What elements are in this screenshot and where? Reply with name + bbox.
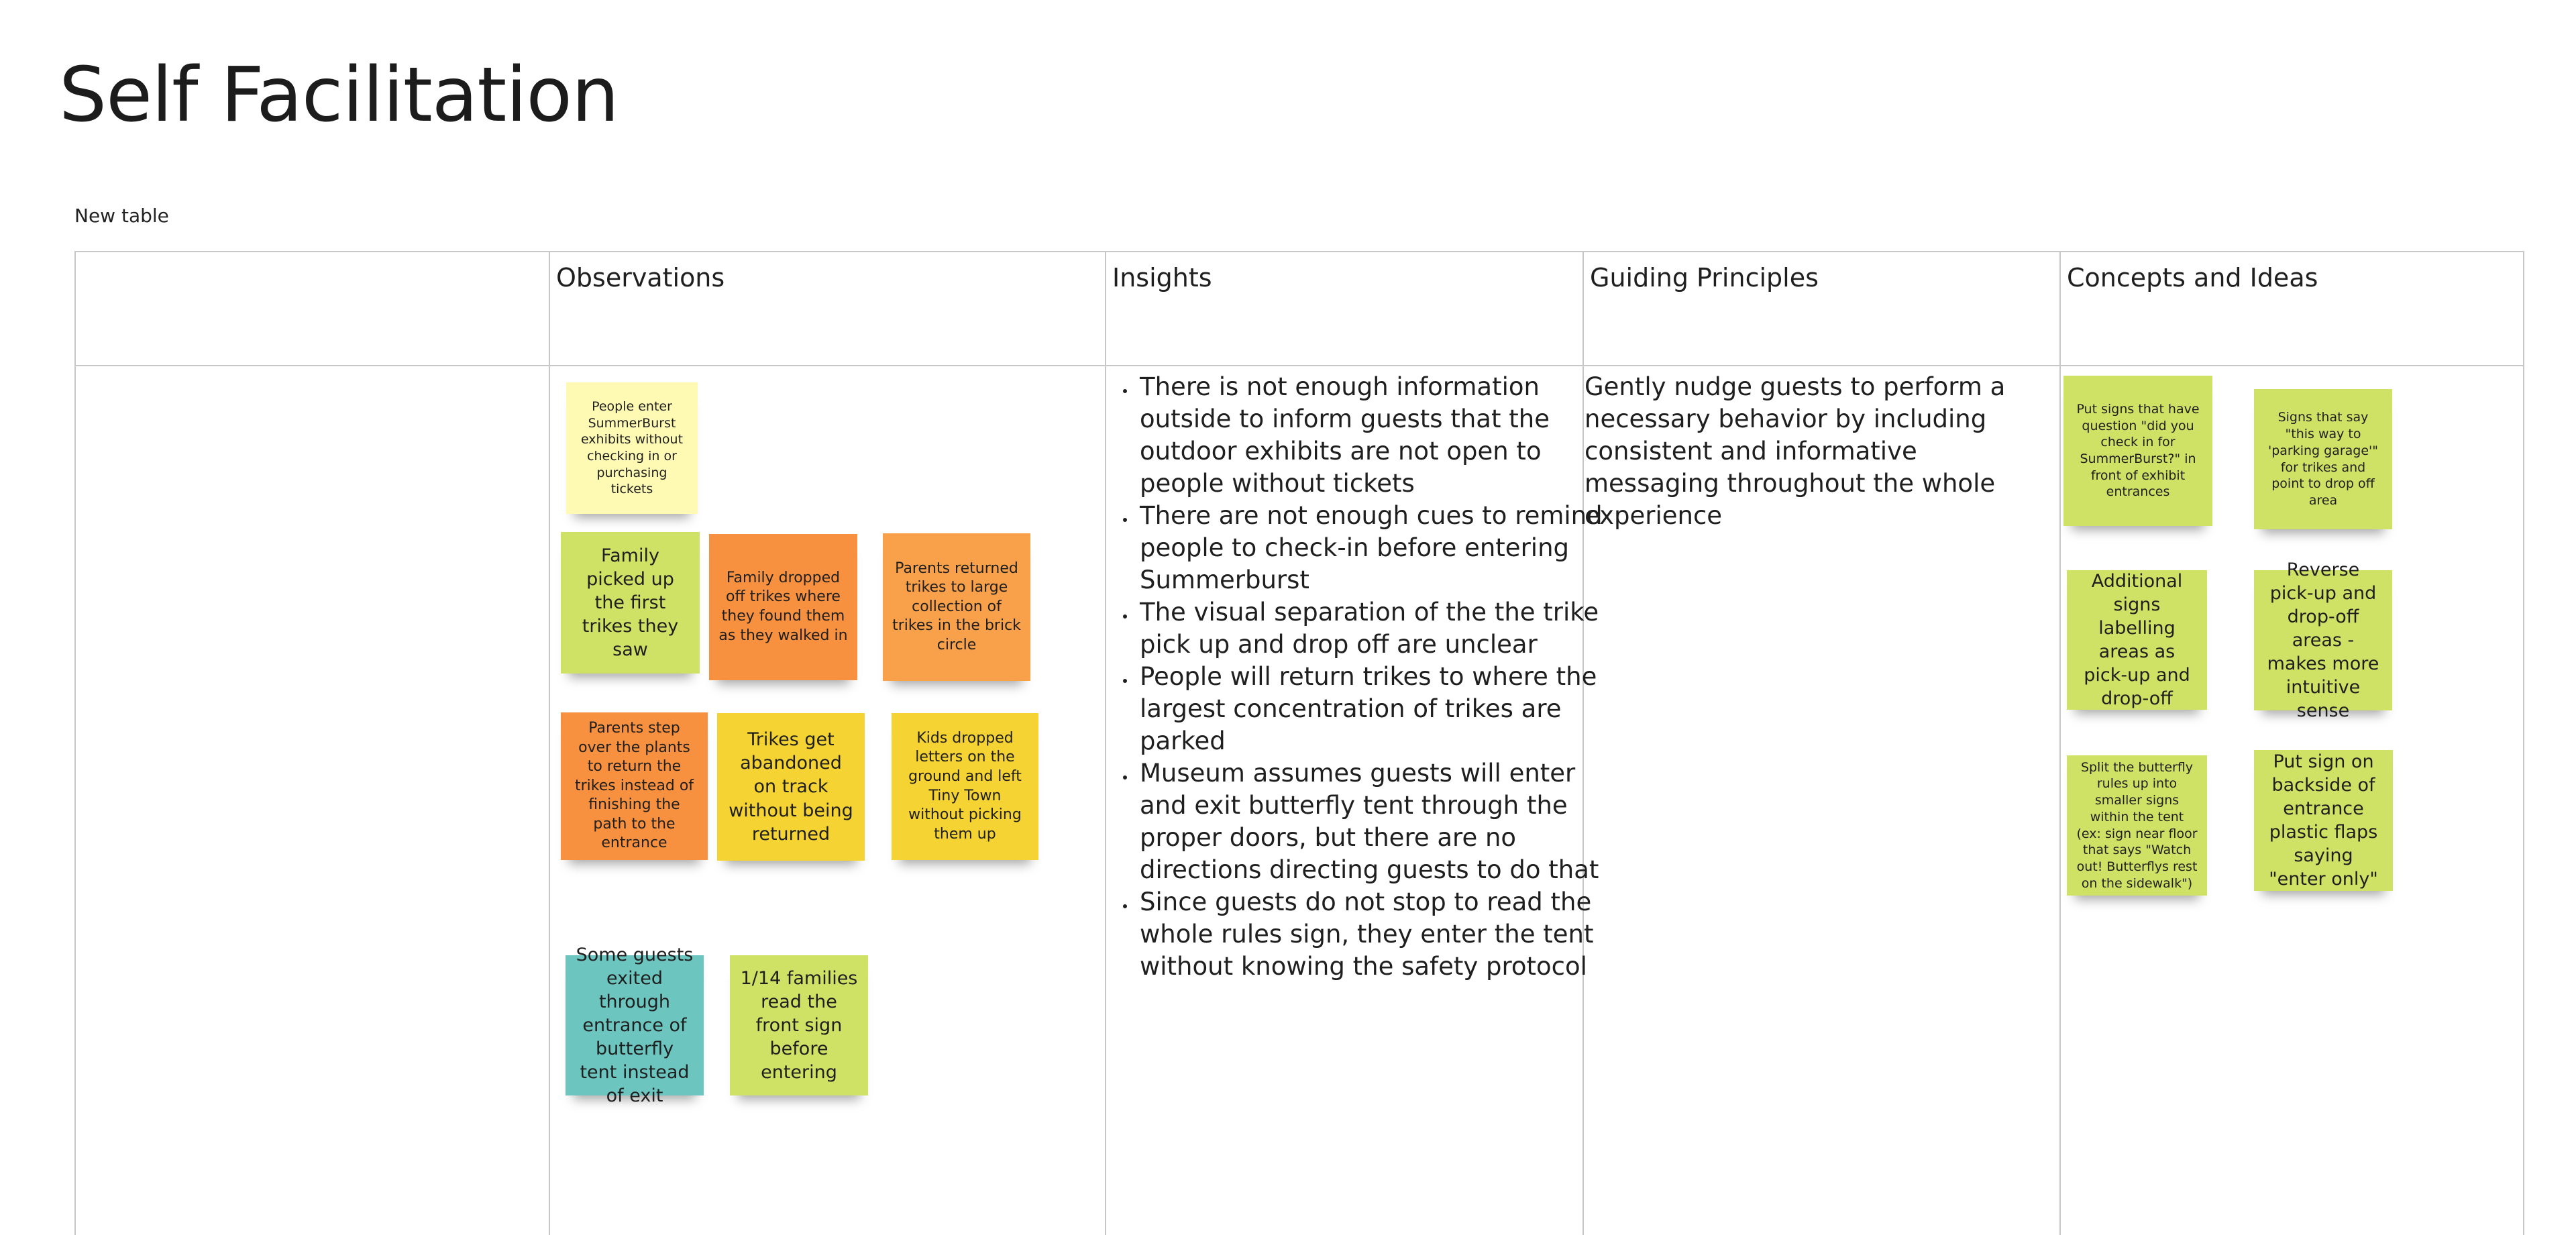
insight-item: • There is not enough information outside to inform guests that the outdoor exhibits are not open to people without tickets [1136, 371, 1605, 500]
sticky-note[interactable]: Some guests exited through entrance of butterfly tent instead of exit [566, 955, 704, 1095]
column-header-guiding-principles[interactable]: Guiding Principles [1590, 263, 1819, 292]
guiding-principle-text[interactable]: Gently nudge guests to perform a necessary behavior by including consistent and informative messaging throughout the whole experience [1585, 372, 2006, 530]
sticky-note[interactable]: Additional signs labelling areas as pick-up and drop-off [2067, 570, 2207, 710]
sticky-note[interactable]: Trikes get abandoned on track without being returned [717, 713, 865, 861]
sticky-note[interactable]: Family dropped off trikes where they found them as they walked in [709, 534, 857, 680]
column-header-concepts[interactable]: Concepts and Ideas [2067, 263, 2318, 292]
insight-item: • Museum assumes guests will enter and exit butterfly tent through the proper doors, but there are no directions directing guests to do that [1136, 757, 1605, 886]
insights-list[interactable] [1105, 371, 1605, 983]
page-title: Self Facilitation [59, 52, 619, 139]
sticky-note[interactable]: Put signs that have question "did you check in for SummerBurst?" in front of exhibit entrances [2063, 376, 2212, 526]
sticky-note[interactable]: Reverse pick-up and drop-off areas - makes more intuitive sense [2254, 570, 2392, 710]
column-header-observations[interactable]: Observations [556, 263, 725, 292]
insight-item: • Since guests do not stop to read the whole rules sign, they enter the tent without knowing the safety protocol [1136, 886, 1605, 983]
sticky-note[interactable]: Signs that say "this way to 'parking garage'" for trikes and point to drop off area [2254, 389, 2392, 529]
sticky-note[interactable]: Parents returned trikes to large collection of trikes in the brick circle [883, 533, 1030, 681]
table-caption[interactable]: New table [74, 205, 169, 227]
insight-item: • The visual separation of the the trike pick up and drop off are unclear [1136, 596, 1605, 661]
sticky-note[interactable]: Family picked up the first trikes they saw [561, 532, 700, 674]
header-divider [76, 365, 2523, 366]
insight-item: • There are not enough cues to remind people to check-in before entering Summerburst [1136, 500, 1605, 596]
sticky-note[interactable]: Put sign on backside of entrance plastic flaps saying "enter only" [2254, 750, 2393, 891]
sticky-note[interactable]: People enter SummerBurst exhibits without checking in or purchasing tickets [566, 382, 698, 514]
sticky-note[interactable]: 1/14 families read the front sign before entering [730, 955, 868, 1095]
sticky-note[interactable]: Parents step over the plants to return the trikes instead of finishing the path to the entrance [561, 712, 708, 860]
sticky-note[interactable]: Kids dropped letters on the ground and left Tiny Town without picking them up [892, 713, 1038, 860]
column-header-insights[interactable]: Insights [1112, 263, 1212, 292]
column-divider [549, 252, 550, 1235]
column-divider [2059, 252, 2061, 1235]
sticky-note[interactable]: Split the butterfly rules up into smaller signs within the tent (ex: sign near floor that says "Watch out! Butterflys rest on the sidewalk") [2067, 755, 2207, 896]
insight-item: • People will return trikes to where the largest concentration of trikes are parked [1136, 661, 1605, 757]
